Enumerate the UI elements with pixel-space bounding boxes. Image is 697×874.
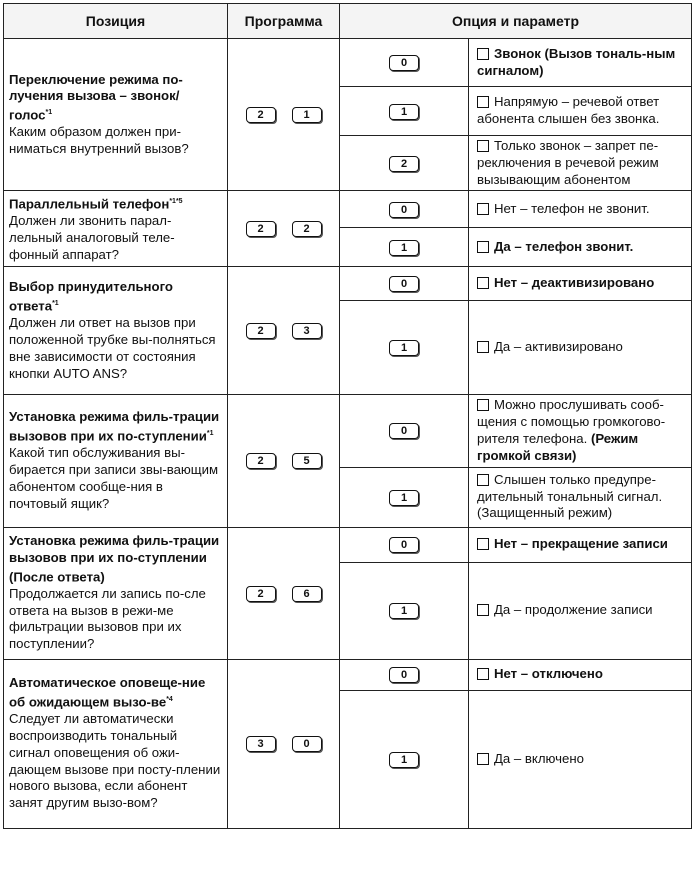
position-description: Каким образом должен при-ниматься внутренний вызов? (9, 124, 189, 157)
program-key: 0 (292, 736, 322, 752)
option-text: Слышен только предупре-дительный тональный сигнал. (Защищенный режим) (477, 471, 663, 521)
table-row (4, 191, 692, 228)
program-cell (228, 267, 340, 395)
option-key-cell (340, 87, 469, 136)
checkbox-icon[interactable] (477, 668, 489, 680)
program-key: 3 (246, 736, 276, 752)
option-cell (469, 690, 692, 828)
option-key-cell (340, 562, 469, 659)
checkbox-icon[interactable] (477, 753, 489, 765)
option-key: 0 (389, 276, 419, 292)
option-cell (469, 228, 692, 267)
option-key-cell (340, 191, 469, 228)
position-title (9, 279, 221, 315)
position-cell (4, 659, 228, 828)
option-key-cell (340, 39, 469, 87)
checkbox-icon[interactable] (477, 96, 489, 108)
option-cell (469, 562, 692, 659)
footnote-mark: *1 (45, 109, 53, 117)
option-key-cell (340, 301, 469, 395)
option-cell (469, 395, 692, 467)
option-cell (469, 467, 692, 527)
option-text: Только звонок – запрет пе-реключения в речевой режим вызывающим абонентом (477, 138, 659, 187)
table-row (4, 659, 692, 690)
program-key: 2 (246, 221, 276, 237)
program-cell (228, 527, 340, 659)
position-title-text: Переключение режима по-лучения вызова – звонок/голос (9, 71, 183, 123)
position-description: Следует ли автоматически воспроизводить тональный сигнал оповещения об ожи-дающем вызове при посту-плении нового вызова, если абонент занят другим вызо-вом? (9, 711, 221, 811)
table-row (4, 39, 692, 87)
option-key-cell (340, 659, 469, 690)
option-text: Нет – отключено (494, 666, 603, 682)
table-row (4, 395, 692, 467)
option-key: 1 (389, 340, 419, 356)
position-cell (4, 191, 228, 267)
option-key-cell (340, 395, 469, 467)
option-text: Нет – деактивизировано (494, 275, 655, 291)
option-text: Звонок (Вызов тональ-ным сигналом) (477, 45, 676, 78)
table-row (4, 267, 692, 301)
table-row (4, 527, 692, 562)
program-cell (228, 659, 340, 828)
option-key-cell (340, 467, 469, 527)
position-title (9, 409, 221, 445)
position-title-text: Выбор принудительного ответа (9, 279, 173, 314)
checkbox-icon[interactable] (477, 203, 489, 215)
position-cell (4, 527, 228, 659)
program-cell (228, 39, 340, 191)
checkbox-icon[interactable] (477, 277, 489, 289)
position-cell (4, 395, 228, 527)
settings-table (3, 3, 692, 829)
option-key: 0 (389, 55, 419, 71)
program-key: 3 (292, 323, 322, 339)
option-text: Да – телефон звонит. (494, 238, 634, 254)
position-description: Должен ли звонить парал-лельный аналоговый теле-фонный аппарат? (9, 213, 175, 262)
option-text: Да – продолжение записи (494, 602, 653, 618)
option-key: 0 (389, 537, 419, 553)
option-key-cell (340, 228, 469, 267)
position-cell (4, 39, 228, 191)
position-description: Должен ли ответ на вызов при положенной трубке вы-полняться вне зависимости от состояния кнопки AUTO ANS? (9, 315, 216, 381)
checkbox-icon[interactable] (477, 399, 489, 411)
option-key: 1 (389, 240, 419, 256)
footnote-mark: *1*5 (169, 198, 183, 206)
option-key: 1 (389, 752, 419, 768)
option-key: 2 (389, 156, 419, 172)
position-title (9, 675, 221, 711)
footnote-mark: *1 (52, 300, 59, 308)
checkbox-icon[interactable] (477, 604, 489, 616)
option-cell (469, 136, 692, 191)
footnote-mark: *4 (166, 695, 173, 703)
program-key: 6 (292, 586, 322, 602)
option-key: 1 (389, 104, 419, 120)
position-description: Какой тип обслуживания вы-бирается при записи звы-вающим абонентом сообще-ния в почтовый ящик? (9, 445, 219, 511)
program-key: 1 (292, 107, 322, 123)
position-title-text: Установка режима филь-трации вызовов при их по-ступлении (9, 409, 220, 444)
column-header-program: Программа (228, 4, 340, 39)
option-cell (469, 527, 692, 562)
checkbox-icon[interactable] (477, 48, 489, 60)
position-description: Продолжается ли запись по-сле ответа на вызов в режи-ме фильтрации вызовов при их поступлении? (9, 585, 206, 652)
program-cell (228, 191, 340, 267)
option-key-cell (340, 267, 469, 301)
program-key: 2 (246, 107, 276, 123)
option-cell (469, 301, 692, 395)
program-cell (228, 395, 340, 527)
option-key-cell (340, 527, 469, 562)
option-key: 0 (389, 202, 419, 218)
option-text: Напрямую – речевой ответ абонента слышен без звонка. (477, 94, 660, 126)
footnote-mark: *1 (206, 430, 214, 438)
checkbox-icon[interactable] (477, 538, 489, 550)
checkbox-icon[interactable] (477, 140, 489, 152)
option-cell (469, 39, 692, 87)
table-body (4, 39, 692, 829)
position-cell (4, 267, 228, 395)
table-header-row (4, 4, 692, 39)
option-text: Да – активизировано (494, 339, 623, 355)
option-text: Да – включено (494, 750, 584, 766)
option-key: 1 (389, 490, 419, 506)
position-title-text: Параллельный телефон (9, 196, 170, 212)
column-header-option: Опция и параметр (340, 4, 692, 39)
option-text-emphasis: (Режим громкой связи) (477, 430, 639, 463)
checkbox-icon[interactable] (477, 474, 489, 486)
option-cell (469, 87, 692, 136)
option-text: Нет – прекращение записи (494, 536, 668, 552)
position-title (9, 533, 221, 586)
checkbox-icon[interactable] (477, 341, 489, 353)
option-key-cell (340, 690, 469, 828)
program-key: 2 (246, 323, 276, 339)
program-key: 5 (292, 453, 322, 469)
option-key: 0 (389, 423, 419, 439)
option-text: Можно прослушивать сооб-щения с помощью громкогово-рителя телефона. (477, 397, 666, 446)
position-title (9, 194, 221, 213)
option-text: Нет – телефон не звонит. (494, 200, 650, 216)
position-title (9, 72, 221, 125)
program-key: 2 (246, 453, 276, 469)
checkbox-icon[interactable] (477, 241, 489, 253)
option-cell (469, 267, 692, 301)
option-cell (469, 191, 692, 228)
option-key-cell (340, 136, 469, 191)
option-key: 1 (389, 603, 419, 619)
position-title-text: Автоматическое оповеще-ние об ожидающем вызо-ве (9, 675, 206, 710)
program-key: 2 (246, 586, 276, 602)
program-key: 2 (292, 221, 322, 237)
option-key: 0 (389, 667, 419, 683)
position-title-text: Установка режима филь-трации вызовов при их по-ступлении (После ответа) (9, 533, 220, 585)
option-cell (469, 659, 692, 690)
column-header-position: Позиция (4, 4, 228, 39)
